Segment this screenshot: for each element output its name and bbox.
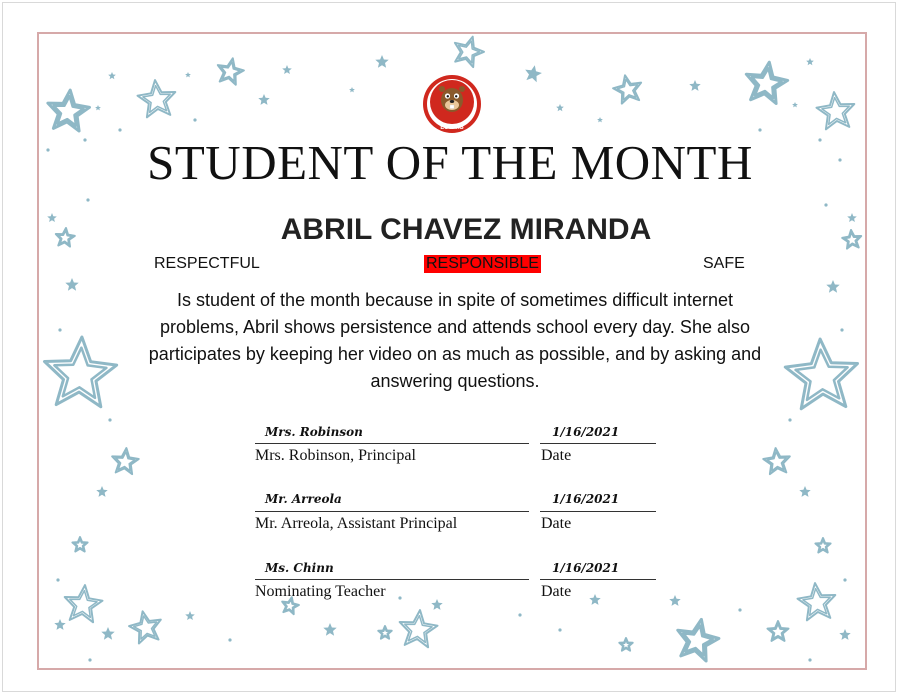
star-icon bbox=[678, 619, 719, 661]
star-icon bbox=[746, 62, 787, 103]
star-icon bbox=[95, 105, 101, 110]
signature-block-principal bbox=[0, 420, 900, 480]
star-icon bbox=[619, 638, 632, 651]
star-icon bbox=[282, 65, 292, 74]
star-icon bbox=[101, 627, 114, 640]
star-icon bbox=[525, 65, 542, 82]
logo-text: LOWTIS bbox=[440, 125, 464, 131]
star-icon bbox=[48, 90, 90, 131]
star-icon bbox=[826, 280, 839, 293]
star-icon bbox=[65, 278, 78, 291]
star-icon bbox=[378, 626, 391, 639]
signer-title: Mrs. Robinson, Principal bbox=[255, 447, 416, 464]
sparkle-dot bbox=[86, 198, 89, 201]
star-icon bbox=[689, 80, 700, 91]
date-line bbox=[540, 511, 656, 512]
signature-line bbox=[255, 511, 529, 512]
signature-script: Mr. Arreola bbox=[265, 492, 342, 506]
signature-date: 1/16/2021 bbox=[552, 492, 620, 506]
star-icon bbox=[54, 619, 65, 630]
star-icon bbox=[597, 117, 603, 122]
star-icon bbox=[258, 94, 269, 105]
star-icon bbox=[349, 87, 355, 92]
signer-title: Nominating Teacher bbox=[255, 583, 386, 600]
star-icon bbox=[185, 72, 191, 77]
star-icon bbox=[138, 80, 176, 117]
date-label: Date bbox=[541, 515, 572, 532]
sparkle-dot bbox=[558, 628, 561, 631]
beaver-mascot-logo bbox=[422, 74, 482, 134]
star-icon bbox=[768, 621, 789, 641]
value-safe: SAFE bbox=[703, 255, 745, 272]
signature-block-teacher bbox=[0, 557, 900, 617]
star-icon bbox=[375, 55, 388, 68]
star-icon bbox=[323, 623, 336, 636]
sparkle-dot bbox=[840, 328, 843, 331]
award-reason: Is student of the month because in spite of sometimes difficult internet problems, Abril shows persistence and attends school every day. She also participates by keeping her video on as much as possible, and by asking and answering questions. bbox=[148, 290, 762, 391]
star-icon bbox=[839, 629, 850, 640]
sparkle-dot bbox=[824, 203, 827, 206]
star-icon bbox=[45, 337, 117, 407]
star-icon bbox=[817, 92, 855, 129]
date-line bbox=[540, 579, 656, 580]
star-icon bbox=[218, 58, 244, 84]
star-icon bbox=[792, 102, 798, 107]
sparkle-dot bbox=[228, 638, 231, 641]
star-icon bbox=[108, 72, 116, 79]
sparkle-dot bbox=[193, 118, 196, 121]
date-label: Date bbox=[541, 583, 572, 600]
star-icon bbox=[806, 58, 814, 65]
sparkle-dot bbox=[808, 658, 811, 661]
value-respectful: RESPECTFUL bbox=[154, 255, 260, 272]
signature-script: Mrs. Robinson bbox=[265, 425, 363, 439]
sparkle-dot bbox=[758, 128, 761, 131]
signer-title: Mr. Arreola, Assistant Principal bbox=[255, 515, 458, 532]
star-icon bbox=[613, 75, 641, 103]
signature-script: Ms. Chinn bbox=[265, 561, 334, 575]
signature-block-assistant-principal bbox=[0, 488, 900, 548]
signature-line bbox=[255, 579, 529, 580]
signature-line bbox=[255, 443, 529, 444]
sparkle-dot bbox=[118, 128, 121, 131]
signature-date: 1/16/2021 bbox=[552, 561, 620, 575]
certificate-title: STUDENT OF THE MONTH bbox=[147, 135, 753, 190]
student-name: ABRIL CHAVEZ MIRANDA bbox=[280, 213, 652, 246]
date-label: Date bbox=[541, 447, 572, 464]
sparkle-dot bbox=[88, 658, 91, 661]
signature-date: 1/16/2021 bbox=[552, 425, 620, 439]
star-icon bbox=[556, 104, 564, 111]
star-icon bbox=[455, 37, 484, 67]
star-icon bbox=[785, 339, 857, 409]
date-line bbox=[540, 443, 656, 444]
value-responsible-highlighted: RESPONSIBLE bbox=[426, 255, 539, 272]
sparkle-dot bbox=[58, 328, 61, 331]
